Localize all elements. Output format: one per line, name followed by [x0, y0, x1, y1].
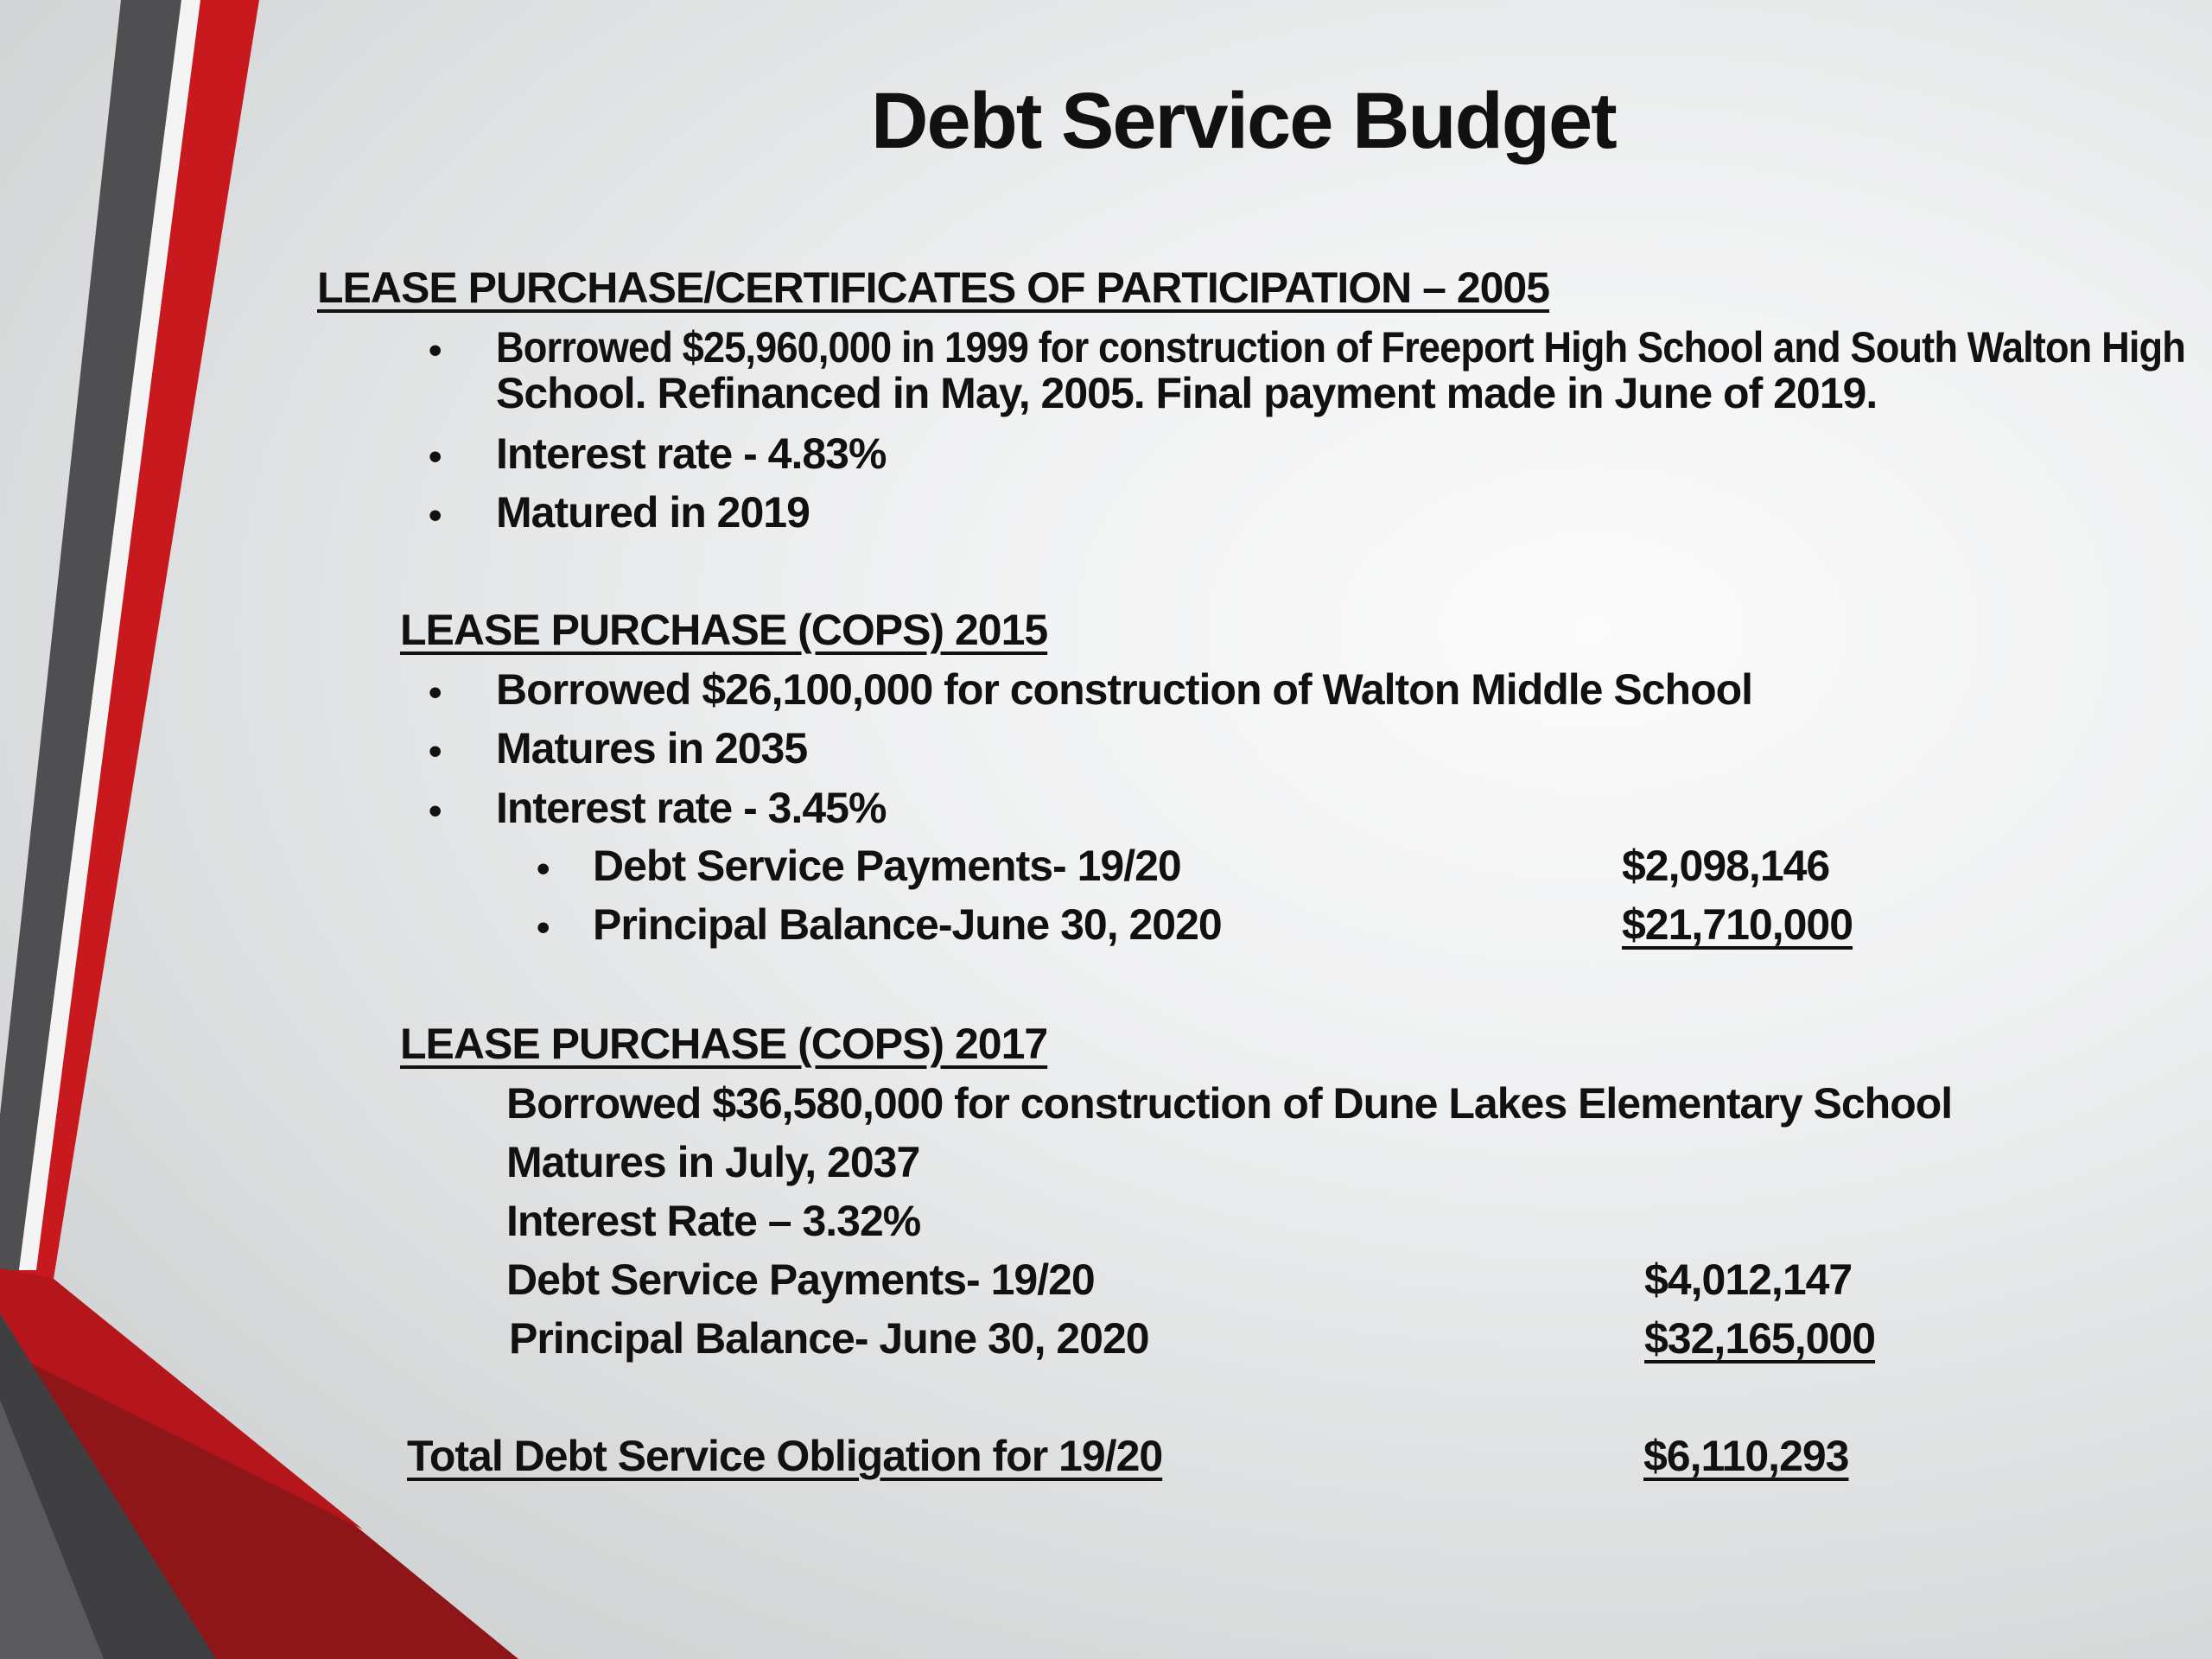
section-2015-bullet-3: Interest rate - 3.45%	[496, 784, 887, 832]
section-2005-heading: LEASE PURCHASE/CERTIFICATES OF PARTICIPATION – 2005	[317, 264, 1550, 312]
section-2017-debt-service-value: $4,012,147	[1644, 1255, 1853, 1304]
section-2017-principal-value: $32,165,000	[1644, 1314, 1876, 1363]
section-2005-bullet-3: Matured in 2019	[496, 488, 810, 537]
section-2017-line-3: Interest Rate – 3.32%	[506, 1197, 921, 1245]
total-label: Total Debt Service Obligation for 19/20	[407, 1432, 1163, 1480]
section-2017-debt-service-label: Debt Service Payments- 19/20	[506, 1255, 1095, 1304]
section-2017-heading: LEASE PURCHASE (COPS) 2017	[400, 1020, 1048, 1068]
bullet-icon: •	[429, 329, 442, 372]
bullet-icon: •	[537, 906, 550, 949]
section-2015-debt-service-value: $2,098,146	[1622, 842, 1830, 890]
bullet-icon: •	[429, 671, 442, 714]
section-2015-bullet-1: Borrowed $26,100,000 for construction of Walton Middle School	[496, 665, 1753, 714]
bullet-icon: •	[537, 848, 550, 890]
bullet-icon: •	[429, 730, 442, 772]
section-2017-line-2: Matures in July, 2037	[506, 1138, 920, 1186]
section-2015-principal-value: $21,710,000	[1622, 900, 1853, 949]
section-2015-bullet-2: Matures in 2035	[496, 724, 808, 772]
bullet-icon: •	[429, 790, 442, 832]
section-2015-principal-label: Principal Balance-June 30, 2020	[593, 900, 1222, 949]
section-2005-bullet-1-line-2: School. Refinanced in May, 2005. Final payment made in June of 2019.	[496, 369, 1878, 417]
section-2015-debt-service-label: Debt Service Payments- 19/20	[593, 842, 1181, 890]
section-2017-principal-label: Principal Balance- June 30, 2020	[509, 1314, 1149, 1363]
section-2017-line-1: Borrowed $36,580,000 for construction of Dune Lakes Elementary School	[506, 1079, 1953, 1128]
bullet-icon: •	[429, 494, 442, 537]
page-title: Debt Service Budget	[871, 77, 1616, 165]
total-value: $6,110,293	[1643, 1432, 1849, 1480]
section-2005-bullet-2: Interest rate - 4.83%	[496, 429, 887, 478]
section-2015-heading: LEASE PURCHASE (COPS) 2015	[400, 606, 1048, 654]
section-2005-bullet-1-line-1: Borrowed $25,960,000 in 1999 for construction of Freeport High School and South Walton High	[496, 323, 2186, 372]
bullet-icon: •	[429, 435, 442, 478]
